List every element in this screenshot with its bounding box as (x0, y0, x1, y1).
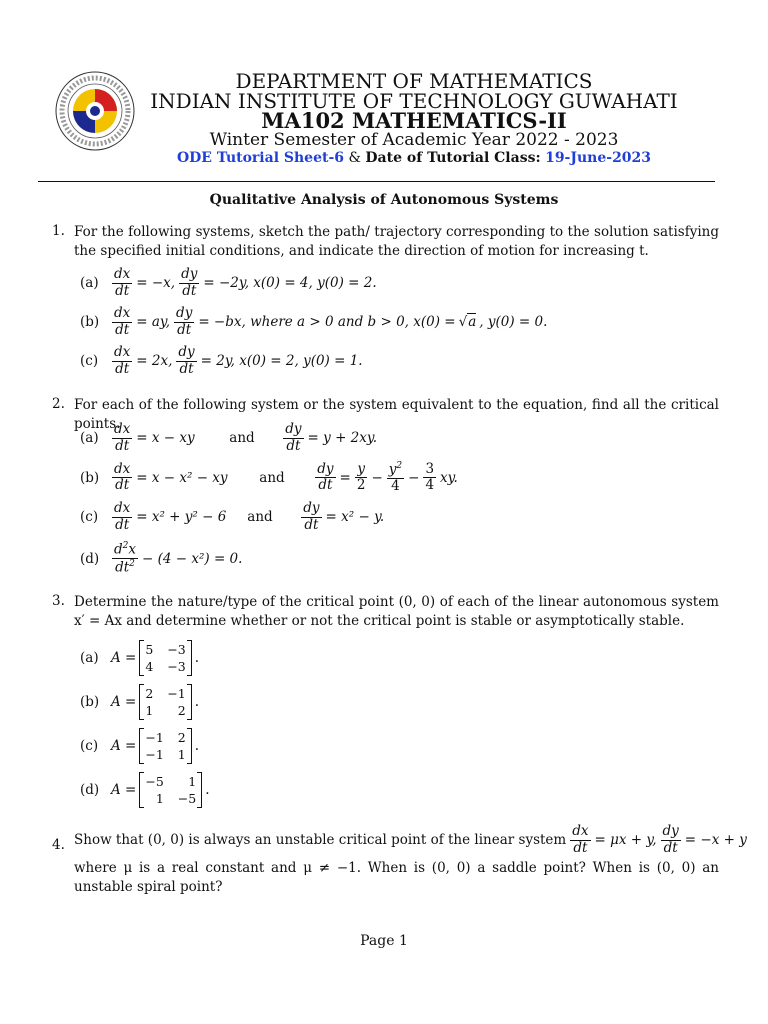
matrix-entry: 1 (177, 747, 186, 762)
amp: & (348, 150, 361, 166)
q4-eq1: = μx + y, (594, 832, 657, 848)
sheet-line (0, 150, 768, 166)
q4-eq2: = −x + y (684, 832, 747, 848)
q2-c-eq2: = x² − y. (325, 509, 385, 525)
q3-item: (d) A = −5 1 1 −5 . (80, 774, 210, 806)
q1-b-eq3: , y(0) = 0. (479, 314, 548, 330)
matrix-entry: −1 (167, 686, 186, 701)
q1-a-label: (a) (80, 275, 99, 291)
semester-line: Winter Semester of Academic Year 2022 - 2023 (209, 130, 619, 150)
q3-item: (a) A = 5 −3 4 −3 . (80, 642, 200, 674)
matrix-entry: −1 (145, 747, 164, 762)
q1-b-eq1: = ay, (136, 314, 171, 330)
q1-a-eq1: = −x, (136, 275, 176, 291)
q2-text: For each of the following system or the system equivalent to the equation, find all the critical points. (74, 397, 719, 432)
matrix-entry: 4 (145, 659, 154, 674)
q1-b-eq2: = −bx, where a > 0 and b > 0, x(0) = (198, 314, 456, 330)
q1-a: (a) $\frac{dx}{dt}$ = −x, $\frac{dy}{dt}$ = −2y, x(0) = 4, y(0) = 2. (80, 266, 377, 299)
q3-item-prefix: A = (111, 782, 137, 798)
q2-number: 2. (52, 396, 65, 412)
q2-b-eq2-prefix: = (339, 469, 351, 486)
q3-item: (b) A = 2 −1 1 2 . (80, 686, 200, 718)
q1-text: For the following systems, sketch the path/ trajectory corresponding to the solution satisfying the specified initial conditions, and indicate the direction of motion for increasing t. (74, 224, 719, 259)
q2-c-eq1: = x² + y² − 6 (136, 509, 227, 525)
q2-a-label: (a) (80, 430, 99, 446)
q3-item-label: (b) (80, 694, 100, 710)
matrix-entry: 2 (177, 703, 186, 718)
tutorial-date: 19-June-2023 (545, 150, 652, 166)
matrix-entry: −1 (145, 730, 164, 745)
section-title: Qualitative Analysis of Autonomous Systems (209, 192, 559, 208)
q2-b-eq1: = x − x² − xy (136, 469, 228, 486)
q1-c-label: (c) (80, 353, 99, 369)
q2-d-eq: − (4 − x²) = 0. (142, 550, 243, 567)
matrix-entry: −5 (145, 774, 164, 789)
matrix-entry: 1 (155, 791, 164, 806)
matrix (139, 728, 191, 764)
q3-text: Determine the nature/type of the critical point (0, 0) of each of the linear autonomous system x′ = Ax and determine whether or not the critical point is stable or asymptotically stable. (74, 594, 719, 629)
q2-c-label: (c) (80, 509, 99, 525)
q2-a-eq1: = x − xy (136, 430, 195, 446)
q1-c-eq1: = 2x, (136, 353, 173, 369)
matrix-entry: −3 (167, 659, 186, 674)
matrix-entry: −3 (167, 642, 186, 657)
q1-b-sqrt: a (468, 314, 477, 330)
matrix-entry: 1 (145, 703, 154, 718)
q1-b-label: (b) (80, 314, 100, 330)
q4-text2: where μ is a real constant and μ ≠ −1. When is (0, 0) a saddle point? When is (0, 0) an unstable spiral point? (74, 860, 719, 895)
matrix-entry: 2 (145, 686, 154, 701)
q4-number: 4. (52, 837, 65, 853)
q3-item-label: (a) (80, 650, 99, 666)
course-title: MA102 MATHEMATICS-II (261, 108, 567, 133)
department-title: DEPARTMENT OF MATHEMATICS (235, 69, 593, 93)
header-rule (38, 181, 715, 182)
q3-number: 3. (52, 593, 65, 609)
q2-c-and: and (247, 509, 273, 525)
q1-number: 1. (52, 223, 65, 239)
matrix (139, 640, 191, 676)
q3-item-prefix: A = (111, 650, 137, 666)
q3-item-prefix: A = (111, 738, 137, 754)
q2-b-label: (b) (80, 469, 100, 486)
q1-c-eq2: = 2y, x(0) = 2, y(0) = 1. (200, 353, 363, 369)
institute-title: INDIAN INSTITUTE OF TECHNOLOGY GUWAHATI (150, 89, 678, 113)
q2-d: (d) $\frac{d^2x}{dt^2}$ − (4 − x²) = 0. (80, 541, 243, 576)
matrix-entry: −5 (177, 791, 197, 806)
q3-item-label: (d) (80, 782, 100, 798)
q1-b: (b) $\frac{dx}{dt}$ = ay, $\frac{dy}{dt}$ = −bx, where a > 0 and b > 0, x(0) = √a , y(0) = 0. (80, 305, 548, 338)
q2-d-label: (d) (80, 550, 100, 567)
q2-a: (a) $\frac{dx}{dt}$ = x − xy and $\frac{dy}{dt}$ = y + 2xy. (80, 421, 377, 454)
matrix-entry: 1 (188, 774, 197, 789)
q4-text1: Show that (0, 0) is always an unstable critical point of the linear system (74, 832, 567, 848)
date-label: Date of Tutorial Class: (365, 150, 541, 166)
matrix-entry: 5 (145, 642, 154, 657)
q3-item-prefix: A = (111, 694, 137, 710)
q1-c: (c) $\frac{dx}{dt}$ = 2x, $\frac{dy}{dt}$ = 2y, x(0) = 2, y(0) = 1. (80, 344, 363, 377)
q3-item-label: (c) (80, 738, 99, 754)
page-number: Page 1 (360, 933, 408, 949)
q3-item: (c) A = −1 2 −1 1 . (80, 730, 200, 762)
q2-b-and: and (259, 469, 285, 486)
q2-a-and: and (229, 430, 255, 446)
matrix (139, 684, 191, 720)
q2-c: (c) $\frac{dx}{dt}$ = x² + y² − 6 and $\frac{dy}{dt}$ = x² − y. (80, 500, 385, 533)
q2-a-eq2: = y + 2xy. (307, 430, 377, 446)
q2-b: (b) $\frac{dx}{dt}$ = x − x² − xy and $\frac{dy}{dt}$ = $\frac{y}{2}$ − $\frac{y^2}{4}$ − $\frac{3}{4}$ xy. (80, 460, 458, 494)
q4-line1: Show that (0, 0) is always an unstable critical point of the linear system $\frac{dx}{dt}$ = μx + y, $\frac{dy}{dt}$ = −x + y (74, 823, 747, 856)
matrix (139, 772, 202, 808)
sheet-title: ODE Tutorial Sheet-6 (176, 150, 345, 166)
q1-a-eq2: = −2y, x(0) = 4, y(0) = 2. (203, 275, 377, 291)
matrix-entry: 2 (177, 730, 186, 745)
